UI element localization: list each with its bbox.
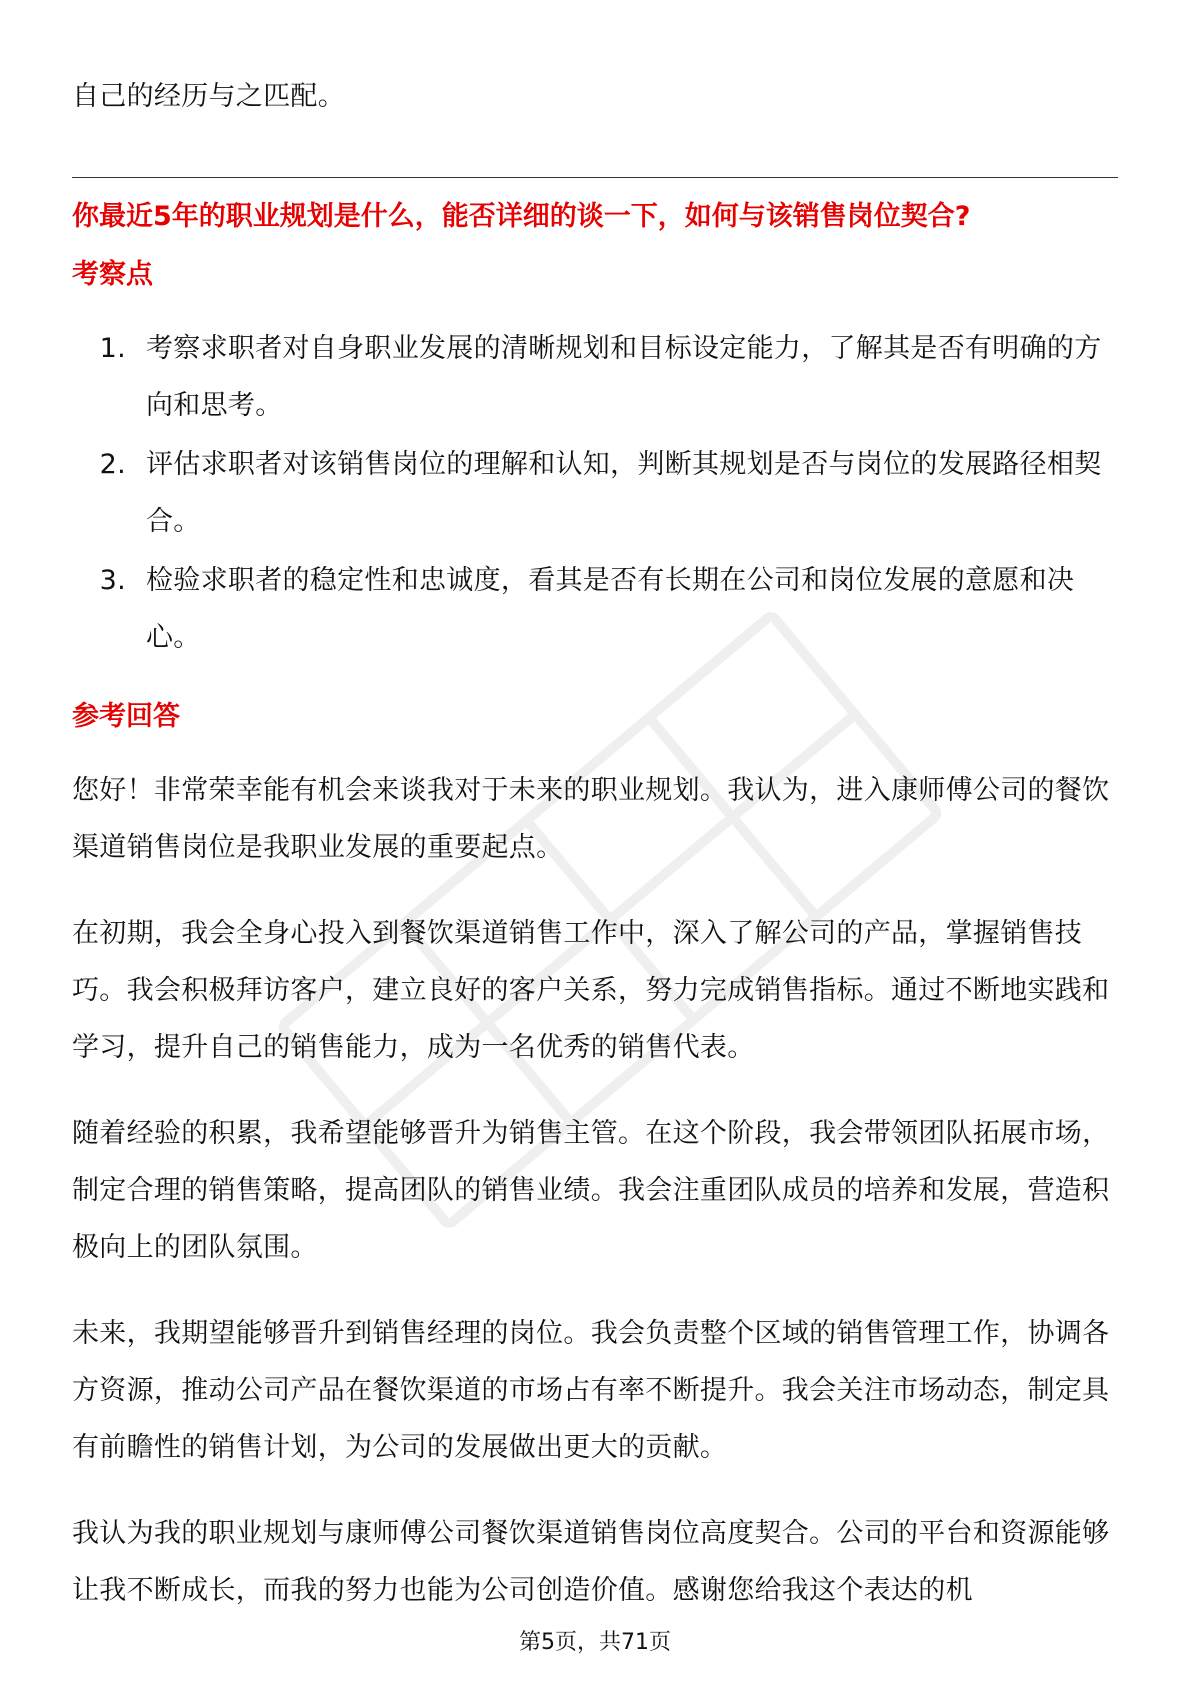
answer-paragraph: 在初期，我会全身心投入到餐饮渠道销售工作中，深入了解公司的产品，掌握销售技巧。我会积极拜访客户，建立良好的客户关系，努力完成销售指标。通过不断地实践和学习，提升自己的销售能力，成为一名优秀的销售代表。 <box>72 918 1110 1063</box>
answer-paragraph: 随着经验的积累，我希望能够晋升为销售主管。在这个阶段，我会带领团队拓展市场，制定合理的销售策略，提高团队的销售业绩。我会注重团队成员的培养和发展，营造积极向上的团队氛围。 <box>72 1118 1110 1263</box>
page-footer: 第5页，共71页 <box>519 1630 671 1655</box>
list-item-number: 2. <box>99 449 126 480</box>
list-item <box>72 552 1118 666</box>
list-item-text: 考察求职者对自身职业发展的清晰规划和目标设定能力，了解其是否有明确的方向和思考。 <box>146 333 1102 421</box>
answer-paragraph: 我认为我的职业规划与康师傅公司餐饮渠道销售岗位高度契合。公司的平台和资源能够让我不断成长，而我的努力也能为公司创造价值。感谢您给我这个表达的机 <box>72 1518 1110 1606</box>
list-item <box>72 436 1118 550</box>
answer-paragraph: 未来，我期望能够晋升到销售经理的岗位。我会负责整个区域的销售管理工作，协调各方资源，推动公司产品在餐饮渠道的市场占有率不断提升。我会关注市场动态，制定具有前瞻性的销售计划，为公司的发展做出更大的贡献。 <box>72 1318 1110 1463</box>
list-item-number: 1. <box>99 333 126 364</box>
document-page <box>72 0 1118 1684</box>
answer-heading: 参考回答 <box>72 701 180 732</box>
list-item-number: 3. <box>99 565 126 596</box>
points-list <box>72 320 1118 668</box>
list-item-text: 检验求职者的稳定性和忠诚度，看其是否有长期在公司和岗位发展的意愿和决心。 <box>146 565 1075 653</box>
list-item <box>72 320 1118 434</box>
section-divider <box>72 177 1118 178</box>
question-title: 你最近5年的职业规划是什么，能否详细的谈一下，如何与该销售岗位契合? <box>72 201 971 232</box>
answer-paragraph: 您好！非常荣幸能有机会来谈我对于未来的职业规划。我认为，进入康师傅公司的餐饮渠道销售岗位是我职业发展的重要起点。 <box>72 775 1110 863</box>
answer-body <box>72 762 1118 1648</box>
intro-tail-text: 自己的经历与之匹配。 <box>72 81 345 112</box>
list-item-text: 评估求职者对该销售岗位的理解和认知，判断其规划是否与岗位的发展路径相契合。 <box>146 449 1102 537</box>
points-heading: 考察点 <box>72 259 153 290</box>
